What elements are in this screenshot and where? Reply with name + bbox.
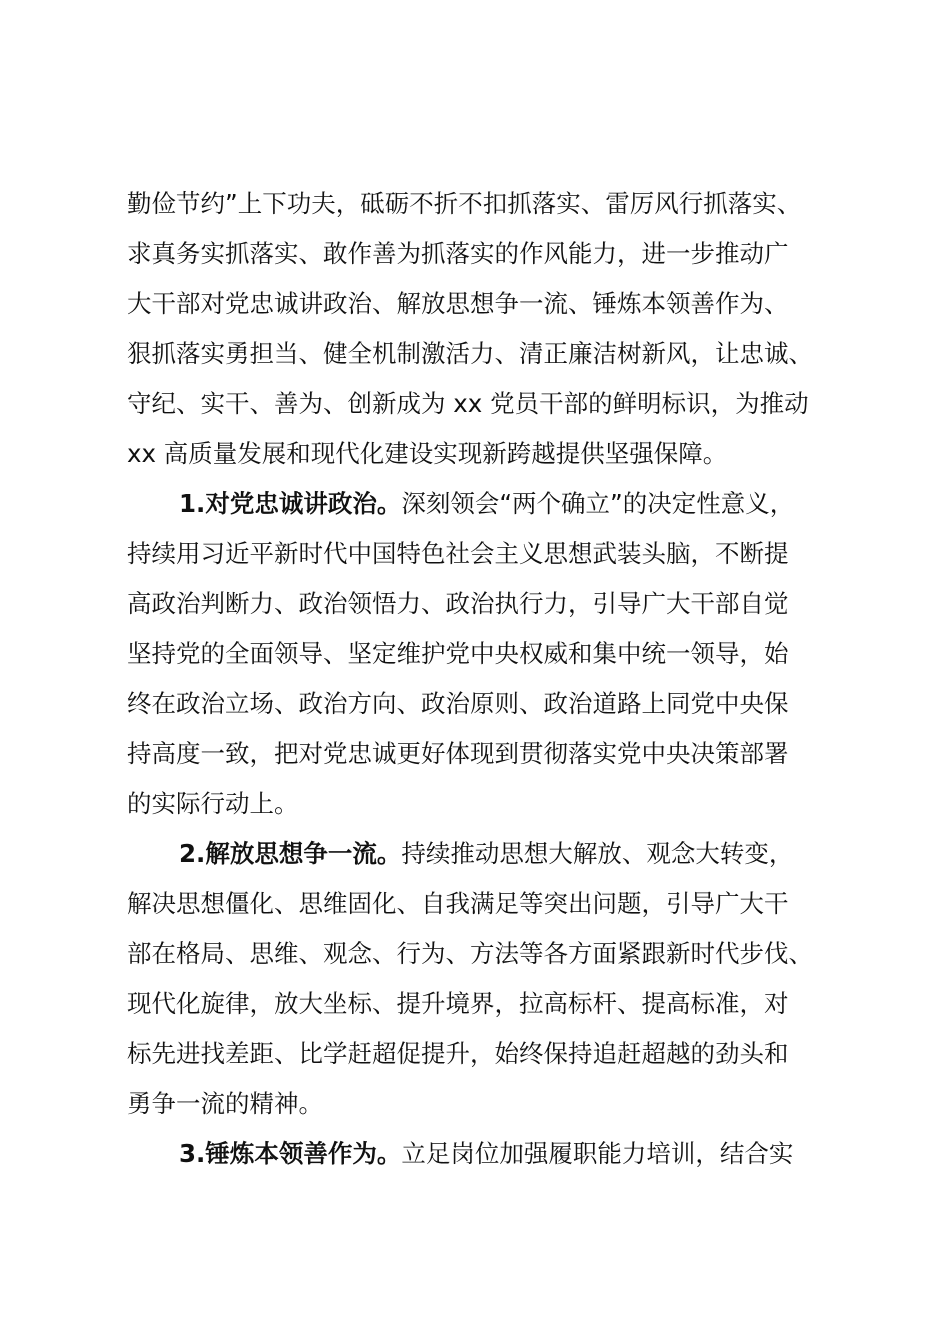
paragraph-line: 狠抓落实勇担当、健全机制激活力、清正廉洁树新风，让忠诚、 (127, 339, 813, 368)
paragraph-line: 勤俭节约”上下功夫，砥砺不折不扣抓落实、雷厉风行抓落实、 (127, 189, 802, 218)
paragraph-line: 大干部对党忠诚讲政治、解放思想争一流、锤炼本领善作为、 (127, 289, 789, 318)
section-1-heading: 1.对党忠诚讲政治。 (179, 489, 402, 518)
paragraph-line: 持续用习近平新时代中国特色社会主义思想武装头脑，不断提 (127, 539, 789, 568)
section-2-heading: 2.解放思想争一流。 (179, 839, 402, 868)
paragraph-line: 求真务实抓落实、敢作善为抓落实的作风能力，进一步推动广 (127, 239, 789, 268)
paragraph-line: 勇争一流的精神。 (127, 1089, 323, 1118)
paragraph-line: 的实际行动上。 (127, 789, 299, 818)
paragraph-line: 终在政治立场、政治方向、政治原则、政治道路上同党中央保 (127, 689, 789, 718)
paragraph-line: 部在格局、思维、观念、行为、方法等各方面紧跟新时代步伐、 (127, 939, 813, 968)
section-3-lead-text: 立足岗位加强履职能力培训，结合实 (401, 1139, 794, 1168)
paragraph-line: 坚持党的全面领导、坚定维护党中央权威和集中统一领导，始 (127, 639, 789, 668)
paragraph-line: 守纪、实干、善为、创新成为 xx 党员干部的鲜明标识，为推动 (127, 389, 809, 418)
section-2-lead-text: 持续推动思想大解放、观念大转变， (401, 839, 794, 868)
paragraph-line: 现代化旋律，放大坐标、提升境界，拉高标杆、提高标准，对 (127, 989, 789, 1018)
section-1-first-line (179, 484, 794, 524)
paragraph-line: 高政治判断力、政治领悟力、政治执行力，引导广大干部自觉 (127, 589, 789, 618)
section-1-lead-text: 深刻领会“两个确立”的决定性意义， (401, 489, 795, 518)
paragraph-line: xx 高质量发展和现代化建设实现新跨越提供坚强保障。 (127, 439, 728, 468)
paragraph-line: 解决思想僵化、思维固化、自我满足等突出问题，引导广大干 (127, 889, 789, 918)
paragraph-line: 持高度一致，把对党忠诚更好体现到贯彻落实党中央决策部署 (127, 739, 789, 768)
paragraph-line: 标先进找差距、比学赶超促提升，始终保持追赶超越的劲头和 (127, 1039, 789, 1068)
section-2-first-line (179, 834, 793, 874)
section-3-first-line (179, 1134, 793, 1174)
section-3-heading: 3.锤炼本领善作为。 (179, 1139, 402, 1168)
